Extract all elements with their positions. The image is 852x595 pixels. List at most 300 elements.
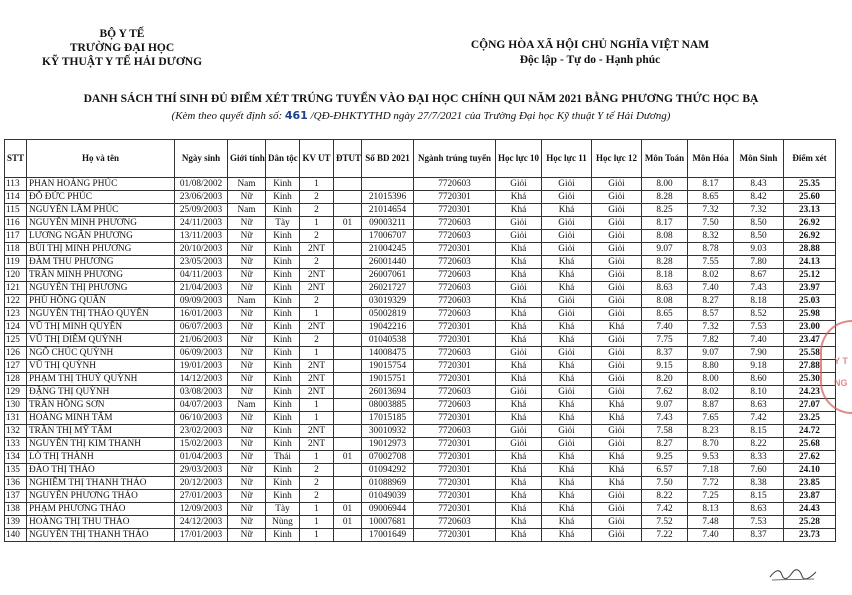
table-cell: 8.28: [642, 191, 688, 204]
table-cell: 8.08: [642, 230, 688, 243]
table-cell: 17015185: [362, 412, 414, 425]
school-name-line1: TRƯỜNG ĐẠI HỌC: [69, 42, 175, 54]
table-cell: 7.43: [734, 282, 784, 295]
table-cell: Khá: [496, 204, 542, 217]
table-cell: [334, 425, 362, 438]
table-cell: 139: [5, 516, 27, 529]
table-cell: 7720301: [414, 477, 496, 490]
table-cell: 7720603: [414, 399, 496, 412]
table-cell: 8.17: [642, 217, 688, 230]
column-header: Ngành trúng tuyển: [414, 140, 496, 178]
table-cell: 8.00: [688, 373, 734, 386]
table-cell: Giỏi: [496, 282, 542, 295]
table-cell: 7720301: [414, 321, 496, 334]
table-cell: 8.08: [642, 295, 688, 308]
table-cell: Nữ: [228, 425, 266, 438]
table-cell: [334, 347, 362, 360]
table-cell: Giỏi: [542, 386, 592, 399]
table-row: [5, 178, 836, 191]
school-name-line2: KỸ THUẬT Y TẾ HẢI DƯƠNG: [41, 56, 203, 68]
table-cell: Giỏi: [592, 529, 642, 542]
table-cell: 7.42: [734, 412, 784, 425]
table-cell: 8.78: [688, 243, 734, 256]
table-cell: 7720301: [414, 503, 496, 516]
table-header-row: [5, 140, 836, 178]
table-cell: Khá: [542, 282, 592, 295]
table-row: [5, 204, 836, 217]
table-cell: 7720603: [414, 425, 496, 438]
table-cell: 26.92: [784, 230, 836, 243]
table-cell: 01: [334, 451, 362, 464]
table-cell: 8.10: [734, 386, 784, 399]
table-cell: Khá: [496, 360, 542, 373]
table-row: [5, 490, 836, 503]
table-cell: Kinh: [266, 347, 300, 360]
table-cell: ĐÀM THU PHƯƠNG: [27, 256, 175, 269]
table-cell: Giỏi: [592, 178, 642, 191]
table-cell: 2NT: [300, 269, 334, 282]
table-cell: Giỏi: [542, 243, 592, 256]
table-cell: 7.32: [688, 204, 734, 217]
table-cell: 7720603: [414, 347, 496, 360]
table-cell: Kinh: [266, 425, 300, 438]
table-cell: 7720603: [414, 295, 496, 308]
table-cell: 7720301: [414, 204, 496, 217]
table-cell: 09/09/2003: [175, 295, 228, 308]
table-cell: 17006707: [362, 230, 414, 243]
table-cell: 01: [334, 217, 362, 230]
table-row: [5, 503, 836, 516]
table-cell: 8.63: [734, 399, 784, 412]
table-cell: Khá: [496, 503, 542, 516]
table-cell: Kinh: [266, 178, 300, 191]
national-motto-block: [450, 38, 730, 68]
table-cell: 21015396: [362, 191, 414, 204]
table-row: [5, 347, 836, 360]
table-body: [5, 178, 836, 542]
table-cell: 7.55: [688, 256, 734, 269]
table-cell: 7.40: [688, 282, 734, 295]
table-cell: [334, 230, 362, 243]
table-cell: Giỏi: [592, 360, 642, 373]
table-cell: Kinh: [266, 399, 300, 412]
table-cell: 8.18: [642, 269, 688, 282]
table-row: [5, 217, 836, 230]
table-cell: Giỏi: [592, 217, 642, 230]
table-cell: 7.52: [642, 516, 688, 529]
table-cell: Giỏi: [542, 295, 592, 308]
table-cell: Giỏi: [542, 178, 592, 191]
table-cell: Giỏi: [592, 425, 642, 438]
table-cell: Khá: [542, 451, 592, 464]
table-cell: 127: [5, 360, 27, 373]
table-row: [5, 334, 836, 347]
table-cell: 7720603: [414, 256, 496, 269]
table-cell: VŨ THỊ DIỄM QUỲNH: [27, 334, 175, 347]
table-cell: 2NT: [300, 282, 334, 295]
table-cell: 7720603: [414, 282, 496, 295]
table-cell: 117: [5, 230, 27, 243]
table-cell: 7720603: [414, 516, 496, 529]
table-cell: TRẦN MINH PHƯƠNG: [27, 269, 175, 282]
table-cell: 2: [300, 256, 334, 269]
table-cell: Khá: [496, 243, 542, 256]
table-cell: Giỏi: [542, 230, 592, 243]
table-cell: Nữ: [228, 191, 266, 204]
table-cell: Giỏi: [592, 295, 642, 308]
table-cell: Khá: [542, 399, 592, 412]
table-cell: 113: [5, 178, 27, 191]
table-cell: 20/10/2003: [175, 243, 228, 256]
table-cell: Giỏi: [542, 438, 592, 451]
table-cell: Khá: [592, 412, 642, 425]
table-cell: 8.18: [734, 295, 784, 308]
table-cell: 7720301: [414, 464, 496, 477]
table-cell: 2NT: [300, 321, 334, 334]
table-cell: Khá: [542, 269, 592, 282]
table-cell: 7.53: [734, 516, 784, 529]
table-cell: Nữ: [228, 516, 266, 529]
table-cell: 01/08/2002: [175, 178, 228, 191]
table-cell: 1: [300, 529, 334, 542]
table-cell: 124: [5, 321, 27, 334]
table-cell: 2: [300, 230, 334, 243]
table-cell: 128: [5, 373, 27, 386]
table-cell: Giỏi: [542, 347, 592, 360]
table-cell: 7.32: [688, 321, 734, 334]
table-cell: Giỏi: [592, 204, 642, 217]
table-cell: [334, 490, 362, 503]
table-cell: 8.15: [734, 490, 784, 503]
table-cell: 7720603: [414, 217, 496, 230]
table-cell: Khá: [496, 334, 542, 347]
table-cell: 8.42: [734, 191, 784, 204]
table-row: [5, 295, 836, 308]
table-cell: 17/01/2003: [175, 529, 228, 542]
table-cell: 25.03: [784, 295, 836, 308]
table-cell: Kinh: [266, 334, 300, 347]
table-cell: 1: [300, 503, 334, 516]
table-cell: 7720301: [414, 529, 496, 542]
table-cell: 26.92: [784, 217, 836, 230]
table-cell: 133: [5, 438, 27, 451]
table-row: [5, 360, 836, 373]
table-cell: Giỏi: [592, 490, 642, 503]
table-row: [5, 386, 836, 399]
table-cell: 8.13: [688, 503, 734, 516]
table-cell: Nữ: [228, 451, 266, 464]
table-cell: Khá: [542, 464, 592, 477]
table-cell: 21004245: [362, 243, 414, 256]
table-cell: 27.88: [784, 360, 836, 373]
table-cell: Kinh: [266, 243, 300, 256]
table-cell: 8.50: [734, 230, 784, 243]
document-subtitle: [0, 109, 842, 122]
document-title: DANH SÁCH THÍ SINH ĐỦ ĐIỂM XÉT TRÚNG TUYỂN VÀO ĐẠI HỌC CHÍNH QUI NĂM 2021 BẰNG PHƯƠNG THỨC HỌC BẠ: [83, 92, 759, 105]
table-cell: Khá: [542, 529, 592, 542]
table-cell: 01: [334, 503, 362, 516]
table-cell: Nữ: [228, 334, 266, 347]
table-cell: Khá: [496, 490, 542, 503]
table-cell: [334, 386, 362, 399]
table-cell: Kinh: [266, 256, 300, 269]
table-cell: Giỏi: [496, 386, 542, 399]
table-cell: Nữ: [228, 243, 266, 256]
table-cell: 2: [300, 204, 334, 217]
table-cell: 125: [5, 334, 27, 347]
table-cell: PHẠM THỊ THUÝ QUỲNH: [27, 373, 175, 386]
table-cell: 7.58: [642, 425, 688, 438]
table-cell: 03019329: [362, 295, 414, 308]
table-cell: 8.87: [688, 399, 734, 412]
table-cell: 8.00: [642, 178, 688, 191]
table-cell: 7.50: [688, 217, 734, 230]
table-cell: 1: [300, 399, 334, 412]
table-cell: 2: [300, 191, 334, 204]
table-cell: Khá: [496, 269, 542, 282]
table-cell: 23.97: [784, 282, 836, 295]
table-cell: NGÔ CHÚC QUỲNH: [27, 347, 175, 360]
issuer-block: [22, 27, 222, 69]
table-cell: NGUYỄN LÂM PHÚC: [27, 204, 175, 217]
table-cell: 8.60: [734, 373, 784, 386]
table-cell: Khá: [496, 256, 542, 269]
table-cell: Kinh: [266, 373, 300, 386]
table-cell: 24/11/2003: [175, 217, 228, 230]
table-cell: 23/02/2003: [175, 425, 228, 438]
table-cell: Kinh: [266, 529, 300, 542]
table-cell: Kinh: [266, 490, 300, 503]
table-cell: 23/05/2003: [175, 256, 228, 269]
table-cell: 8.02: [688, 386, 734, 399]
table-cell: Khá: [592, 464, 642, 477]
table-cell: 27.07: [784, 399, 836, 412]
table-cell: 05002819: [362, 308, 414, 321]
table-cell: 25.30: [784, 373, 836, 386]
table-cell: Giỏi: [592, 386, 642, 399]
table-cell: Giỏi: [496, 425, 542, 438]
table-cell: 27/01/2003: [175, 490, 228, 503]
table-cell: [334, 464, 362, 477]
table-cell: 7720603: [414, 308, 496, 321]
table-cell: 06/07/2003: [175, 321, 228, 334]
table-cell: Khá: [496, 321, 542, 334]
table-cell: Nữ: [228, 386, 266, 399]
table-cell: 23.00: [784, 321, 836, 334]
table-cell: Kinh: [266, 386, 300, 399]
table-cell: 119: [5, 256, 27, 269]
table-cell: Tày: [266, 217, 300, 230]
table-cell: Nam: [228, 295, 266, 308]
table-cell: HOÀNG MINH TÂM: [27, 412, 175, 425]
table-cell: Nữ: [228, 308, 266, 321]
table-cell: 8.15: [734, 425, 784, 438]
table-cell: Nam: [228, 204, 266, 217]
table-cell: PHAN HOÀNG PHÚC: [27, 178, 175, 191]
column-header: Điểm xét: [784, 140, 836, 178]
table-cell: 8.32: [688, 230, 734, 243]
table-cell: NGUYỄN THỊ KIM THANH: [27, 438, 175, 451]
table-cell: Kinh: [266, 360, 300, 373]
table-cell: 9.53: [688, 451, 734, 464]
table-cell: Giỏi: [496, 347, 542, 360]
table-cell: 1: [300, 178, 334, 191]
table-cell: 16/01/2003: [175, 308, 228, 321]
table-cell: 29/03/2003: [175, 464, 228, 477]
column-header: Môn Toán: [642, 140, 688, 178]
table-cell: 7.48: [688, 516, 734, 529]
country-name: CỘNG HÒA XÃ HỘI CHỦ NGHĨA VIỆT NAM: [470, 39, 710, 51]
table-cell: 7.50: [642, 477, 688, 490]
table-cell: 8.63: [642, 282, 688, 295]
column-header: Số BD 2021: [362, 140, 414, 178]
table-cell: 25.35: [784, 178, 836, 191]
table-cell: Nữ: [228, 321, 266, 334]
table-row: [5, 451, 836, 464]
table-cell: 1: [300, 412, 334, 425]
table-cell: 8.50: [734, 217, 784, 230]
table-cell: Nữ: [228, 477, 266, 490]
table-cell: 26021727: [362, 282, 414, 295]
table-cell: 2: [300, 334, 334, 347]
column-header: Họ và tên: [27, 140, 175, 178]
table-cell: 114: [5, 191, 27, 204]
table-cell: 08003885: [362, 399, 414, 412]
subtitle-suffix: /QĐ-ĐHKTYTHD ngày 27/7/2021 của Trường Đại học Kỹ thuật Y tế Hải Dương): [307, 110, 671, 122]
table-cell: Khá: [496, 516, 542, 529]
table-cell: 2NT: [300, 243, 334, 256]
table-cell: 24.10: [784, 464, 836, 477]
table-cell: Khá: [592, 321, 642, 334]
table-row: [5, 412, 836, 425]
table-cell: Nữ: [228, 412, 266, 425]
column-header: Giới tính: [228, 140, 266, 178]
table-cell: ĐÀO THỊ THẢO: [27, 464, 175, 477]
table-cell: 28.88: [784, 243, 836, 256]
table-cell: 1: [300, 347, 334, 360]
table-row: [5, 256, 836, 269]
table-cell: Khá: [496, 477, 542, 490]
table-cell: Khá: [542, 490, 592, 503]
table-cell: 131: [5, 412, 27, 425]
table-cell: 129: [5, 386, 27, 399]
table-cell: 10007681: [362, 516, 414, 529]
table-row: [5, 243, 836, 256]
table-cell: Khá: [592, 477, 642, 490]
table-cell: 8.25: [642, 204, 688, 217]
table-cell: Kinh: [266, 295, 300, 308]
table-cell: 19015751: [362, 373, 414, 386]
table-row: [5, 425, 836, 438]
table-cell: TRẦN HỒNG SƠN: [27, 399, 175, 412]
table-cell: 21014654: [362, 204, 414, 217]
table-cell: 2NT: [300, 373, 334, 386]
table-cell: VŨ THỊ QUỲNH: [27, 360, 175, 373]
table-cell: 7720301: [414, 412, 496, 425]
table-cell: 23.87: [784, 490, 836, 503]
table-cell: [334, 269, 362, 282]
table-cell: Giỏi: [592, 191, 642, 204]
table-cell: Giỏi: [592, 308, 642, 321]
column-header: KV UT: [300, 140, 334, 178]
table-cell: Khá: [542, 503, 592, 516]
table-cell: 01040538: [362, 334, 414, 347]
table-cell: [334, 412, 362, 425]
table-cell: 8.57: [688, 308, 734, 321]
table-cell: 116: [5, 217, 27, 230]
table-cell: Nữ: [228, 230, 266, 243]
column-header: Học lực 10: [496, 140, 542, 178]
table-cell: NGUYỄN MINH PHƯƠNG: [27, 217, 175, 230]
table-cell: Nữ: [228, 438, 266, 451]
table-cell: 24.43: [784, 503, 836, 516]
table-cell: ĐỖ ĐỨC PHÚC: [27, 191, 175, 204]
table-cell: Kinh: [266, 412, 300, 425]
table-cell: 24.13: [784, 256, 836, 269]
table-cell: 8.37: [734, 529, 784, 542]
table-cell: 03/08/2003: [175, 386, 228, 399]
table-cell: 26001440: [362, 256, 414, 269]
table-cell: Giỏi: [542, 308, 592, 321]
table-cell: 9.18: [734, 360, 784, 373]
table-cell: 7.42: [642, 503, 688, 516]
table-cell: Giỏi: [592, 373, 642, 386]
table-cell: 8.65: [642, 308, 688, 321]
table-cell: NGUYỄN THỊ THANH THẢO: [27, 529, 175, 542]
table-cell: 7.40: [688, 529, 734, 542]
table-cell: [334, 360, 362, 373]
table-cell: 30010932: [362, 425, 414, 438]
table-cell: 25.28: [784, 516, 836, 529]
table-cell: 2: [300, 295, 334, 308]
table-cell: 8.38: [734, 477, 784, 490]
table-cell: NGUYỄN PHƯƠNG THẢO: [27, 490, 175, 503]
table-cell: 115: [5, 204, 27, 217]
table-cell: 8.37: [642, 347, 688, 360]
table-cell: [334, 373, 362, 386]
table-cell: Tày: [266, 503, 300, 516]
table-cell: BÙI THỊ MINH PHƯƠNG: [27, 243, 175, 256]
table-row: [5, 308, 836, 321]
table-cell: 8.27: [688, 295, 734, 308]
table-cell: Kinh: [266, 438, 300, 451]
table-cell: PHÙ HỒNG QUÂN: [27, 295, 175, 308]
column-header: Môn Hóa: [688, 140, 734, 178]
table-cell: [334, 178, 362, 191]
table-cell: Khá: [542, 373, 592, 386]
table-cell: 7720301: [414, 490, 496, 503]
ministry-name: BỘ Y TẾ: [99, 28, 145, 40]
table-cell: 6.57: [642, 464, 688, 477]
table-cell: 118: [5, 243, 27, 256]
table-cell: Nữ: [228, 490, 266, 503]
table-cell: Khá: [542, 412, 592, 425]
table-cell: 7720301: [414, 191, 496, 204]
table-cell: 8.33: [734, 451, 784, 464]
table-cell: 25/09/2003: [175, 204, 228, 217]
table-cell: Kinh: [266, 269, 300, 282]
table-cell: 7.25: [688, 490, 734, 503]
table-cell: 7.32: [734, 204, 784, 217]
table-cell: Nam: [228, 399, 266, 412]
table-cell: NGUYỄN THỊ PHƯƠNG: [27, 282, 175, 295]
table-cell: 07002708: [362, 451, 414, 464]
table-cell: 7.82: [688, 334, 734, 347]
table-cell: 121: [5, 282, 27, 295]
table-cell: Khá: [542, 334, 592, 347]
table-cell: 9.07: [688, 347, 734, 360]
table-cell: 25.58: [784, 347, 836, 360]
